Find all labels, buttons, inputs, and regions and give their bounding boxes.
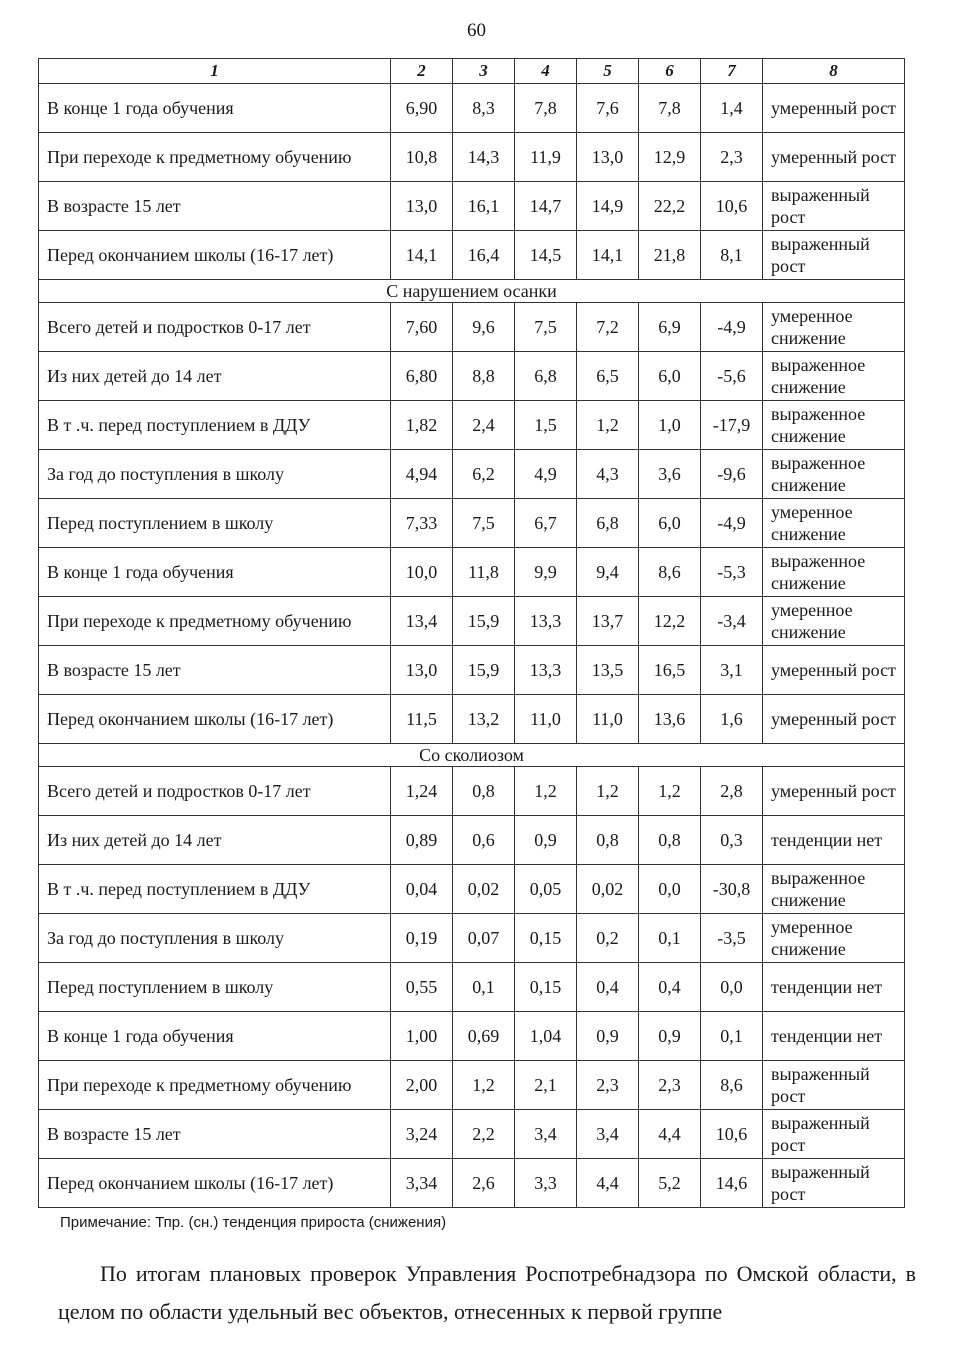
- value-cell: 13,5: [577, 646, 639, 695]
- value-cell: 0,07: [453, 914, 515, 963]
- value-cell: 9,9: [515, 548, 577, 597]
- value-cell: 16,4: [453, 231, 515, 280]
- value-cell: 6,90: [391, 84, 453, 133]
- table-header-row: [39, 59, 905, 84]
- value-cell: 3,4: [577, 1110, 639, 1159]
- row-label-cell: При переходе к предметному обучению: [39, 597, 391, 646]
- value-cell: 14,1: [577, 231, 639, 280]
- row-label-cell: В возрасте 15 лет: [39, 646, 391, 695]
- value-cell: 6,8: [577, 499, 639, 548]
- table-row: [39, 303, 905, 352]
- value-cell: 16,1: [453, 182, 515, 231]
- table-row: [39, 450, 905, 499]
- value-cell: 7,60: [391, 303, 453, 352]
- value-cell: 14,1: [391, 231, 453, 280]
- column-header: 1: [39, 59, 391, 84]
- table-row: [39, 352, 905, 401]
- column-header: 7: [701, 59, 763, 84]
- value-cell: 0,2: [577, 914, 639, 963]
- table-row: [39, 231, 905, 280]
- trend-cell: умеренное снижение: [763, 499, 905, 548]
- value-cell: 0,6: [453, 816, 515, 865]
- value-cell: 16,5: [639, 646, 701, 695]
- table-row: [39, 1061, 905, 1110]
- value-cell: 0,69: [453, 1012, 515, 1061]
- value-cell: 1,6: [701, 695, 763, 744]
- trend-cell: умеренное снижение: [763, 914, 905, 963]
- value-cell: 3,4: [515, 1110, 577, 1159]
- trend-cell: выраженный рост: [763, 182, 905, 231]
- row-label-cell: В возрасте 15 лет: [39, 182, 391, 231]
- table-note: Примечание: Тпр. (сн.) тенденция прироста (снижения): [60, 1214, 447, 1231]
- value-cell: 6,0: [639, 352, 701, 401]
- value-cell: 12,2: [639, 597, 701, 646]
- section-title: Со сколиозом: [39, 744, 905, 767]
- value-cell: 8,6: [639, 548, 701, 597]
- value-cell: 13,7: [577, 597, 639, 646]
- row-label-cell: Перед окончанием школы (16-17 лет): [39, 231, 391, 280]
- trend-cell: выраженное снижение: [763, 401, 905, 450]
- value-cell: 6,2: [453, 450, 515, 499]
- value-cell: 1,2: [515, 767, 577, 816]
- value-cell: -17,9: [701, 401, 763, 450]
- value-cell: 1,5: [515, 401, 577, 450]
- value-cell: 22,2: [639, 182, 701, 231]
- value-cell: 13,6: [639, 695, 701, 744]
- row-label-cell: За год до поступления в школу: [39, 450, 391, 499]
- value-cell: 1,2: [577, 767, 639, 816]
- column-header: 6: [639, 59, 701, 84]
- value-cell: 0,4: [639, 963, 701, 1012]
- row-label-cell: В возрасте 15 лет: [39, 1110, 391, 1159]
- body-paragraph: По итогам плановых проверок Управления Роспотребнадзора по Омской области, в целом по области удельный вес объектов, отнесенных к первой группе: [58, 1261, 916, 1324]
- value-cell: 6,8: [515, 352, 577, 401]
- value-cell: 1,24: [391, 767, 453, 816]
- row-label-cell: Перед окончанием школы (16-17 лет): [39, 1159, 391, 1208]
- value-cell: -4,9: [701, 499, 763, 548]
- trend-cell: умеренный рост: [763, 84, 905, 133]
- value-cell: 13,2: [453, 695, 515, 744]
- value-cell: 0,9: [577, 1012, 639, 1061]
- value-cell: 9,6: [453, 303, 515, 352]
- value-cell: 3,6: [639, 450, 701, 499]
- row-label-cell: В конце 1 года обучения: [39, 84, 391, 133]
- value-cell: 11,0: [515, 695, 577, 744]
- trend-cell: тенденции нет: [763, 963, 905, 1012]
- value-cell: 1,4: [701, 84, 763, 133]
- value-cell: 3,3: [515, 1159, 577, 1208]
- table-row: [39, 1110, 905, 1159]
- table-row: [39, 963, 905, 1012]
- trend-cell: умеренное снижение: [763, 597, 905, 646]
- value-cell: 0,9: [639, 1012, 701, 1061]
- value-cell: 4,4: [577, 1159, 639, 1208]
- value-cell: 0,89: [391, 816, 453, 865]
- row-label-cell: Всего детей и подростков 0-17 лет: [39, 303, 391, 352]
- value-cell: 0,1: [701, 1012, 763, 1061]
- value-cell: 0,1: [453, 963, 515, 1012]
- value-cell: 6,7: [515, 499, 577, 548]
- value-cell: 14,3: [453, 133, 515, 182]
- row-label-cell: Из них детей до 14 лет: [39, 352, 391, 401]
- trend-cell: тенденции нет: [763, 1012, 905, 1061]
- trend-cell: выраженный рост: [763, 231, 905, 280]
- row-label-cell: В конце 1 года обучения: [39, 548, 391, 597]
- table-row: [39, 548, 905, 597]
- value-cell: 0,02: [453, 865, 515, 914]
- value-cell: 11,9: [515, 133, 577, 182]
- value-cell: 0,02: [577, 865, 639, 914]
- table-row: [39, 865, 905, 914]
- trend-cell: умеренный рост: [763, 646, 905, 695]
- trend-cell: тенденции нет: [763, 816, 905, 865]
- value-cell: 0,3: [701, 816, 763, 865]
- value-cell: 2,4: [453, 401, 515, 450]
- trend-cell: выраженное снижение: [763, 450, 905, 499]
- value-cell: 7,6: [577, 84, 639, 133]
- value-cell: 10,6: [701, 182, 763, 231]
- table-row: [39, 695, 905, 744]
- column-header: 4: [515, 59, 577, 84]
- table-row: [39, 1012, 905, 1061]
- value-cell: 6,9: [639, 303, 701, 352]
- value-cell: 6,80: [391, 352, 453, 401]
- value-cell: 10,6: [701, 1110, 763, 1159]
- value-cell: 11,5: [391, 695, 453, 744]
- table-row: [39, 1159, 905, 1208]
- trend-cell: выраженное снижение: [763, 865, 905, 914]
- value-cell: 1,04: [515, 1012, 577, 1061]
- column-header: 2: [391, 59, 453, 84]
- section-title: С нарушением осанки: [39, 280, 905, 303]
- value-cell: 1,2: [639, 767, 701, 816]
- table-row: [39, 767, 905, 816]
- value-cell: 21,8: [639, 231, 701, 280]
- page-number: 60: [467, 20, 486, 41]
- value-cell: 15,9: [453, 597, 515, 646]
- table-row: [39, 646, 905, 695]
- value-cell: 4,94: [391, 450, 453, 499]
- value-cell: 4,4: [639, 1110, 701, 1159]
- value-cell: 1,2: [577, 401, 639, 450]
- row-label-cell: Перед окончанием школы (16-17 лет): [39, 695, 391, 744]
- row-label-cell: При переходе к предметному обучению: [39, 1061, 391, 1110]
- row-label-cell: В т .ч. перед поступлением в ДДУ: [39, 401, 391, 450]
- value-cell: 6,0: [639, 499, 701, 548]
- value-cell: 10,8: [391, 133, 453, 182]
- value-cell: 14,9: [577, 182, 639, 231]
- column-header: 3: [453, 59, 515, 84]
- table-row: [39, 182, 905, 231]
- value-cell: -5,6: [701, 352, 763, 401]
- row-label-cell: Из них детей до 14 лет: [39, 816, 391, 865]
- value-cell: 4,9: [515, 450, 577, 499]
- statistics-table: [38, 58, 905, 1208]
- value-cell: 3,1: [701, 646, 763, 695]
- row-label-cell: В т .ч. перед поступлением в ДДУ: [39, 865, 391, 914]
- trend-cell: умеренное снижение: [763, 303, 905, 352]
- value-cell: 9,4: [577, 548, 639, 597]
- value-cell: 6,5: [577, 352, 639, 401]
- table-row: [39, 133, 905, 182]
- value-cell: 2,8: [701, 767, 763, 816]
- value-cell: 15,9: [453, 646, 515, 695]
- row-label-cell: За год до поступления в школу: [39, 914, 391, 963]
- value-cell: 2,3: [701, 133, 763, 182]
- table-row: [39, 401, 905, 450]
- value-cell: 8,6: [701, 1061, 763, 1110]
- value-cell: 8,1: [701, 231, 763, 280]
- table-row: [39, 914, 905, 963]
- value-cell: -9,6: [701, 450, 763, 499]
- value-cell: -5,3: [701, 548, 763, 597]
- trend-cell: выраженное снижение: [763, 352, 905, 401]
- value-cell: -30,8: [701, 865, 763, 914]
- value-cell: 0,0: [701, 963, 763, 1012]
- value-cell: 7,8: [515, 84, 577, 133]
- value-cell: 14,6: [701, 1159, 763, 1208]
- value-cell: 2,3: [639, 1061, 701, 1110]
- value-cell: 8,8: [453, 352, 515, 401]
- section-header-row: [39, 280, 905, 303]
- value-cell: 14,7: [515, 182, 577, 231]
- value-cell: 0,9: [515, 816, 577, 865]
- value-cell: 0,0: [639, 865, 701, 914]
- value-cell: 3,24: [391, 1110, 453, 1159]
- column-header: 5: [577, 59, 639, 84]
- value-cell: 13,0: [391, 182, 453, 231]
- value-cell: 1,82: [391, 401, 453, 450]
- value-cell: 2,00: [391, 1061, 453, 1110]
- value-cell: 0,4: [577, 963, 639, 1012]
- value-cell: 0,04: [391, 865, 453, 914]
- value-cell: 13,0: [391, 646, 453, 695]
- value-cell: 11,0: [577, 695, 639, 744]
- row-label-cell: При переходе к предметному обучению: [39, 133, 391, 182]
- value-cell: 0,15: [515, 914, 577, 963]
- column-header: 8: [763, 59, 905, 84]
- value-cell: 0,8: [453, 767, 515, 816]
- value-cell: 11,8: [453, 548, 515, 597]
- section-header-row: [39, 744, 905, 767]
- trend-cell: умеренный рост: [763, 767, 905, 816]
- value-cell: 7,2: [577, 303, 639, 352]
- value-cell: 10,0: [391, 548, 453, 597]
- value-cell: 7,5: [453, 499, 515, 548]
- value-cell: 1,00: [391, 1012, 453, 1061]
- row-label-cell: Перед поступлением в школу: [39, 499, 391, 548]
- value-cell: 0,05: [515, 865, 577, 914]
- value-cell: 1,2: [453, 1061, 515, 1110]
- value-cell: 0,55: [391, 963, 453, 1012]
- trend-cell: умеренный рост: [763, 133, 905, 182]
- table-row: [39, 816, 905, 865]
- value-cell: -3,5: [701, 914, 763, 963]
- value-cell: 2,2: [453, 1110, 515, 1159]
- value-cell: 0,19: [391, 914, 453, 963]
- trend-cell: умеренный рост: [763, 695, 905, 744]
- value-cell: 13,3: [515, 646, 577, 695]
- value-cell: 1,0: [639, 401, 701, 450]
- row-label-cell: В конце 1 года обучения: [39, 1012, 391, 1061]
- value-cell: 7,8: [639, 84, 701, 133]
- trend-cell: выраженный рост: [763, 1159, 905, 1208]
- value-cell: 13,4: [391, 597, 453, 646]
- value-cell: -3,4: [701, 597, 763, 646]
- trend-cell: выраженный рост: [763, 1061, 905, 1110]
- value-cell: 0,15: [515, 963, 577, 1012]
- value-cell: 2,3: [577, 1061, 639, 1110]
- value-cell: 5,2: [639, 1159, 701, 1208]
- value-cell: 13,3: [515, 597, 577, 646]
- value-cell: -4,9: [701, 303, 763, 352]
- value-cell: 13,0: [577, 133, 639, 182]
- row-label-cell: Перед поступлением в школу: [39, 963, 391, 1012]
- value-cell: 12,9: [639, 133, 701, 182]
- value-cell: 14,5: [515, 231, 577, 280]
- trend-cell: выраженное снижение: [763, 548, 905, 597]
- row-label-cell: Всего детей и подростков 0-17 лет: [39, 767, 391, 816]
- table-row: [39, 499, 905, 548]
- value-cell: 2,6: [453, 1159, 515, 1208]
- value-cell: 4,3: [577, 450, 639, 499]
- table-row: [39, 84, 905, 133]
- table-row: [39, 597, 905, 646]
- table-body: [39, 84, 905, 1208]
- value-cell: 7,5: [515, 303, 577, 352]
- value-cell: 2,1: [515, 1061, 577, 1110]
- value-cell: 8,3: [453, 84, 515, 133]
- value-cell: 3,34: [391, 1159, 453, 1208]
- value-cell: 0,8: [577, 816, 639, 865]
- trend-cell: выраженный рост: [763, 1110, 905, 1159]
- value-cell: 0,8: [639, 816, 701, 865]
- value-cell: 0,1: [639, 914, 701, 963]
- value-cell: 7,33: [391, 499, 453, 548]
